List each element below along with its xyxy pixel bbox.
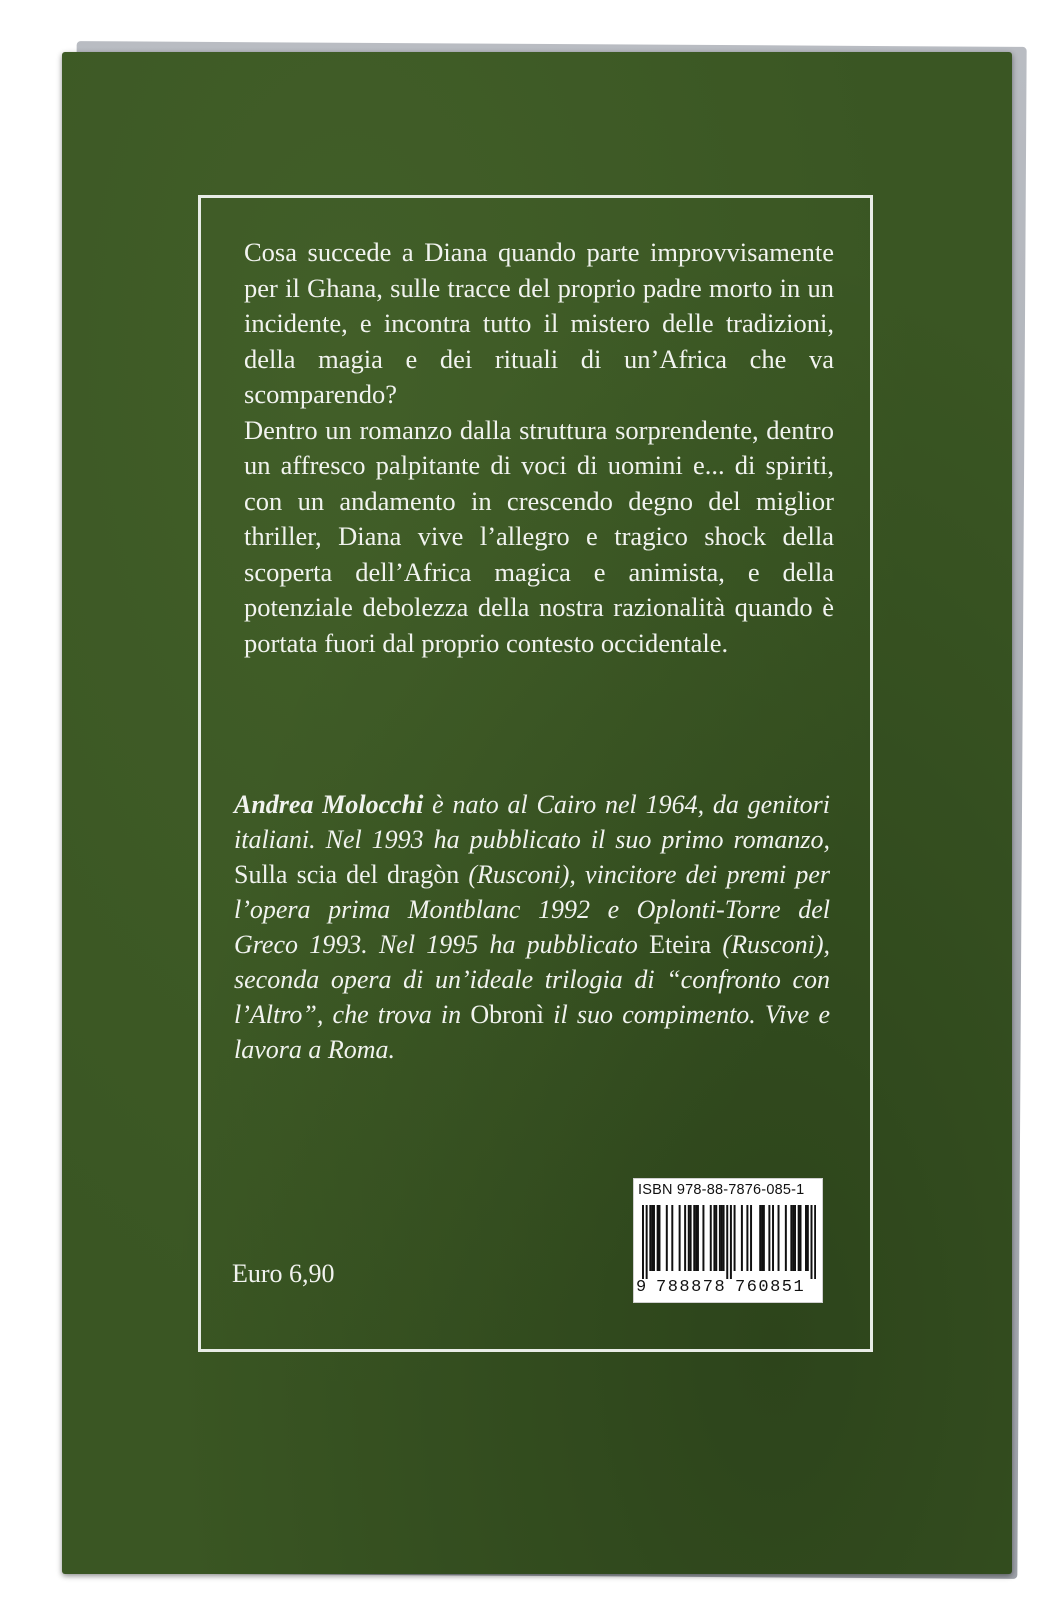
barcode-bar [772,1205,774,1271]
barcode-bar [746,1205,748,1271]
book-title-2: Eteira [649,930,712,959]
barcode-bar [649,1205,651,1271]
barcode-bar [734,1205,736,1271]
bio-text-2: (Rusconi), vincitore dei premi per l’opera prima Montblanc 1992 e Oplonti-Torre del Greco 1993. Nel 1995 ha pubblicato [234,860,830,959]
barcode-icon [642,1205,816,1279]
ean-digits [634,1278,824,1300]
barcode-bar [761,1205,763,1271]
barcode-bar [800,1205,802,1271]
author-bio [234,787,830,1067]
blurb-paragraph-1: Cosa succede a Diana quando parte improvvisamente per il Ghana, sulle tracce del proprio padre morto in un incidente, e incontra tutto il mistero delle tradizioni, della magia e dei rituali di un’Africa che va scomparendo? [244,237,834,409]
barcode-bar [798,1205,800,1271]
barcode-bar [811,1205,813,1279]
barcode-bar [671,1205,673,1271]
barcode-bar [778,1205,780,1271]
bio-text-3: (Rusconi), seconda opera di un’ideale trilogia di “confronto con l’Altro”, che trova in [234,930,830,1029]
barcode-bar [715,1205,717,1271]
barcode-bar [721,1205,723,1271]
barcode-bar [651,1205,653,1271]
ean-left-digits: 788878 [656,1278,727,1297]
book-blurb [244,235,834,661]
barcode-bar [785,1205,787,1271]
barcode-bar [719,1205,721,1271]
barcode-bar [790,1205,792,1271]
isbn-barcode-label [633,1178,823,1303]
bio-text-1: è nato al Cairo nel 1964, da genitori italiani. Nel 1993 ha pubblicato il suo primo romanzo, [234,790,830,854]
barcode-bar [657,1205,659,1271]
barcode-bar [794,1205,796,1271]
barcode-bar [807,1205,809,1271]
barcode-bar [653,1205,655,1271]
barcode-bar [693,1205,695,1271]
barcode-bar [646,1205,648,1279]
author-name: Andrea Molocchi [234,790,424,819]
barcode-bar [723,1205,725,1271]
barcode-bar [730,1205,732,1279]
barcode-bar [666,1205,668,1271]
price-label: Euro 6,90 [232,1259,335,1288]
barcode-bar [741,1205,743,1271]
barcode-bar [726,1205,728,1279]
ean-right-digits: 760851 [735,1278,806,1297]
book-title-3: Obronì [470,1000,545,1029]
barcode-bar [690,1205,692,1271]
bio-text-4: il suo compimento. Vive e lavora a Roma. [234,1000,830,1064]
ean-first-digit: 9 [636,1278,647,1297]
barcode-bar [697,1205,699,1271]
barcode-bar [759,1205,761,1271]
barcode-bar [684,1205,686,1271]
barcode-bar [688,1205,690,1271]
barcode-bar [713,1205,715,1271]
barcode-bar [792,1205,794,1271]
book-title-1: Sulla scia del dragòn [234,860,460,889]
barcode-bar [750,1205,752,1271]
barcode-bar [814,1205,816,1279]
barcode-bar [695,1205,697,1271]
barcode-bar [642,1205,644,1279]
isbn-number: ISBN 978-88-7876-085-1 [638,1182,805,1198]
barcode-bar [702,1205,704,1271]
barcode-bar [768,1205,770,1271]
barcode-bar [679,1205,681,1271]
barcode-bar [763,1205,765,1271]
barcode-bar [658,1205,660,1271]
barcode-bar [710,1205,712,1271]
barcode-bar [805,1205,807,1271]
blurb-paragraph-2: Dentro un romanzo dalla struttura sorprendente, dentro un affresco palpitante di voci di uomini e... di spiriti, con un andamento in crescendo degno del miglior thriller, Diana vive l’allegro e tragico shock della scoperta dell’Africa magica e animista, e della potenziale debolezza della nostra razionalità quando è portata fuori dal proprio contesto occidentale. [244,414,834,658]
